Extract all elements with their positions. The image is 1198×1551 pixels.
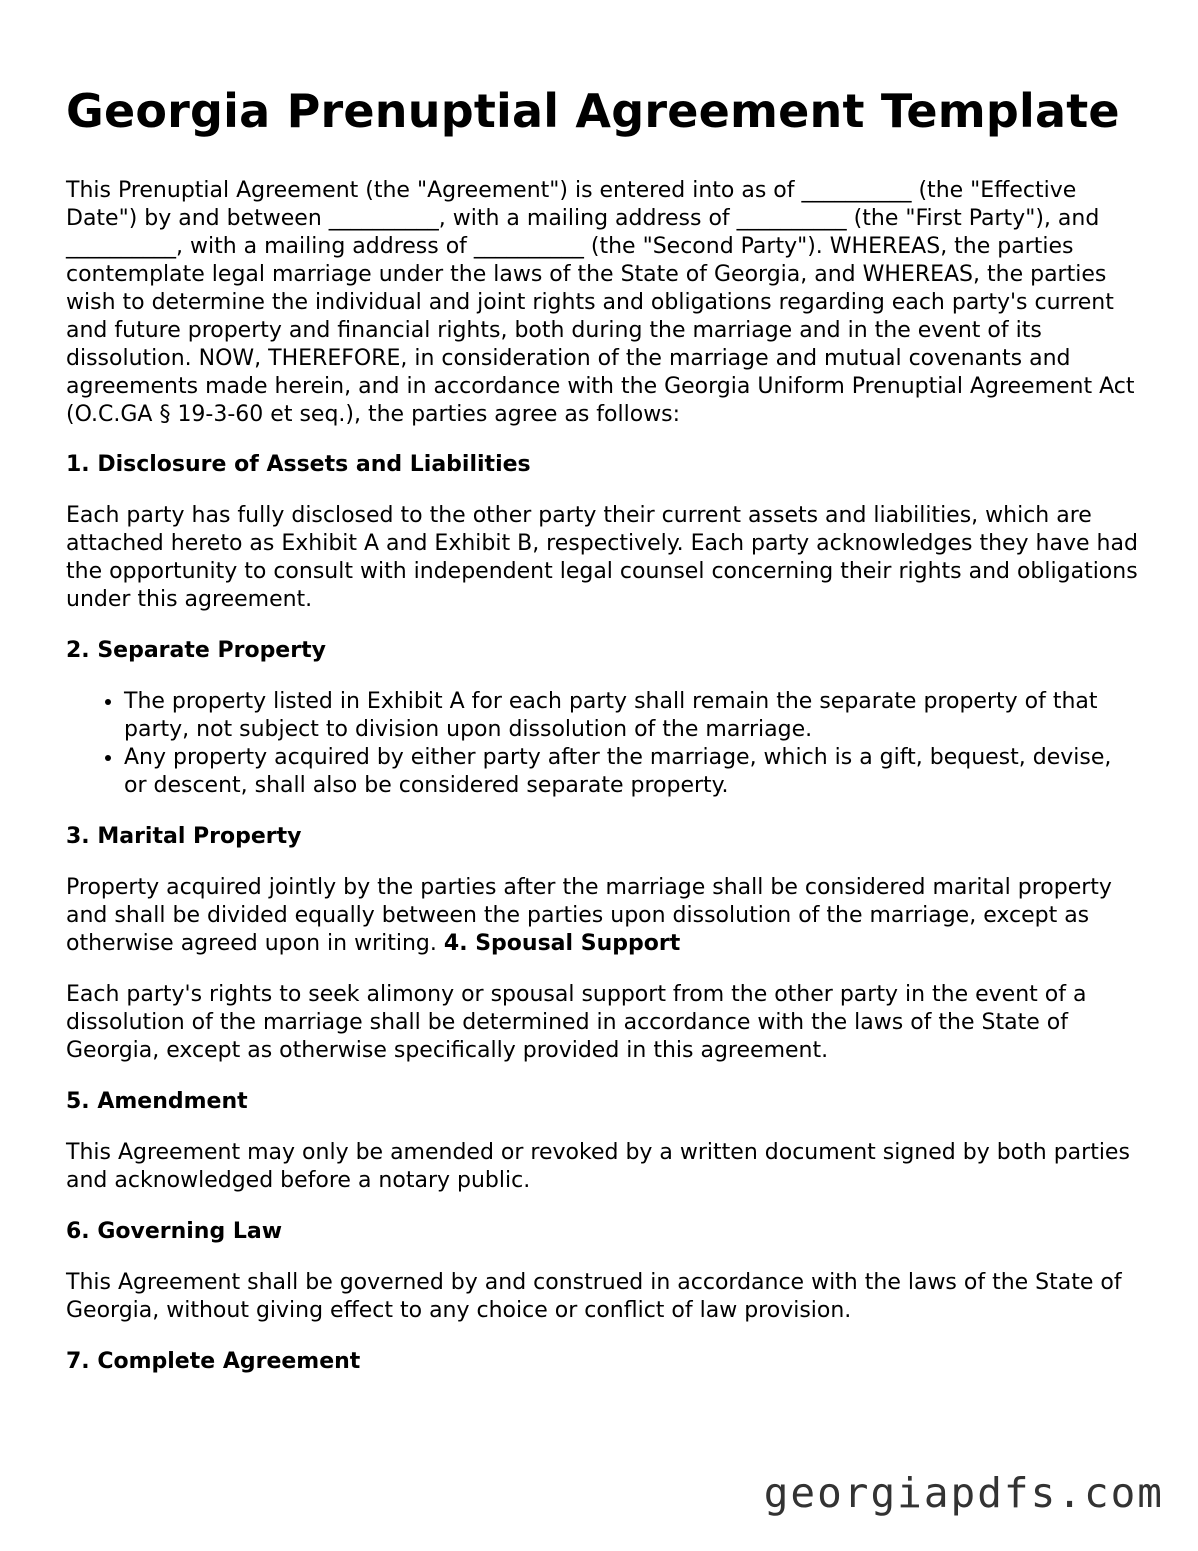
marital-property-text: Property acquired jointly by the parties after the marriage shall be considered marital property and shall be divided equally between the parties upon dissolution of the marriage, except as otherwise agreed upon in writing. bbox=[66, 875, 1112, 956]
section-text-governing-law: This Agreement shall be governed by and construed in accordance with the laws of the State of Georgia, without giving effect to any choice or conflict of law provision. bbox=[66, 1270, 1122, 1323]
list-item: • The property listed in Exhibit A for each party shall remain the separate property of that party, not subject to division upon dissolution of the marriage. bbox=[124, 688, 1140, 744]
section-heading-amendment: 5. Amendment bbox=[66, 1089, 248, 1114]
list-item: • Any property acquired by either party after the marriage, which is a gift, bequest, devise, or descent, shall also be considered separate property. bbox=[124, 744, 1140, 800]
section-heading-disclosure: 1. Disclosure of Assets and Liabilities bbox=[66, 452, 531, 477]
section-text-spousal-support: Each party's rights to seek alimony or spousal support from the other party in the event of a dissolution of the marriage shall be determined in accordance with the laws of the State of Georgia, except as otherwise specifically provided in this agreement. bbox=[66, 982, 1087, 1063]
section-heading-governing-law: 6. Governing Law bbox=[66, 1219, 283, 1244]
document-page bbox=[66, 84, 1140, 1399]
watermark: georgiapdfs.com bbox=[763, 1469, 1164, 1517]
section-heading-marital-property: 3. Marital Property bbox=[66, 824, 302, 849]
section-heading-separate-property: 2. Separate Property bbox=[66, 638, 326, 663]
separate-property-list bbox=[66, 688, 1140, 800]
section-heading-complete-agreement: 7. Complete Agreement bbox=[66, 1349, 361, 1374]
intro-paragraph: This Prenuptial Agreement (the "Agreement") is entered into as of __________ (the "Effective Date") by and between __________, with a mailing address of __________ (the "First Party"), and __________, with a mailing address of __________ (the "Second Party"). WHEREAS, the parties contemplate legal marriage under the laws of the State of Georgia, and WHEREAS, the parties wish to determine the individual and joint rights and obligations regarding each party's current and future property and financial rights, both during the marriage and in the event of its dissolution. NOW, THEREFORE, in consideration of the marriage and mutual covenants and agreements made herein, and in accordance with the Georgia Uniform Prenuptial Agreement Act (O.C.GA § 19-3-60 et seq.), the parties agree as follows: bbox=[66, 178, 1135, 427]
section-text-amendment: This Agreement may only be amended or revoked by a written document signed by both parties and acknowledged before a notary public. bbox=[66, 1140, 1130, 1193]
section-text-disclosure: Each party has fully disclosed to the other party their current assets and liabilities, which are attached hereto as Exhibit A and Exhibit B, respectively. Each party acknowledges they have had the opportunity to consult with independent legal counsel concerning their rights and obligations under this agreement. bbox=[66, 503, 1138, 612]
section-text-marital-property bbox=[66, 874, 1140, 958]
document-title: Georgia Prenuptial Agreement Template bbox=[66, 84, 1120, 138]
section-heading-spousal-support: 4. Spousal Support bbox=[443, 931, 681, 956]
